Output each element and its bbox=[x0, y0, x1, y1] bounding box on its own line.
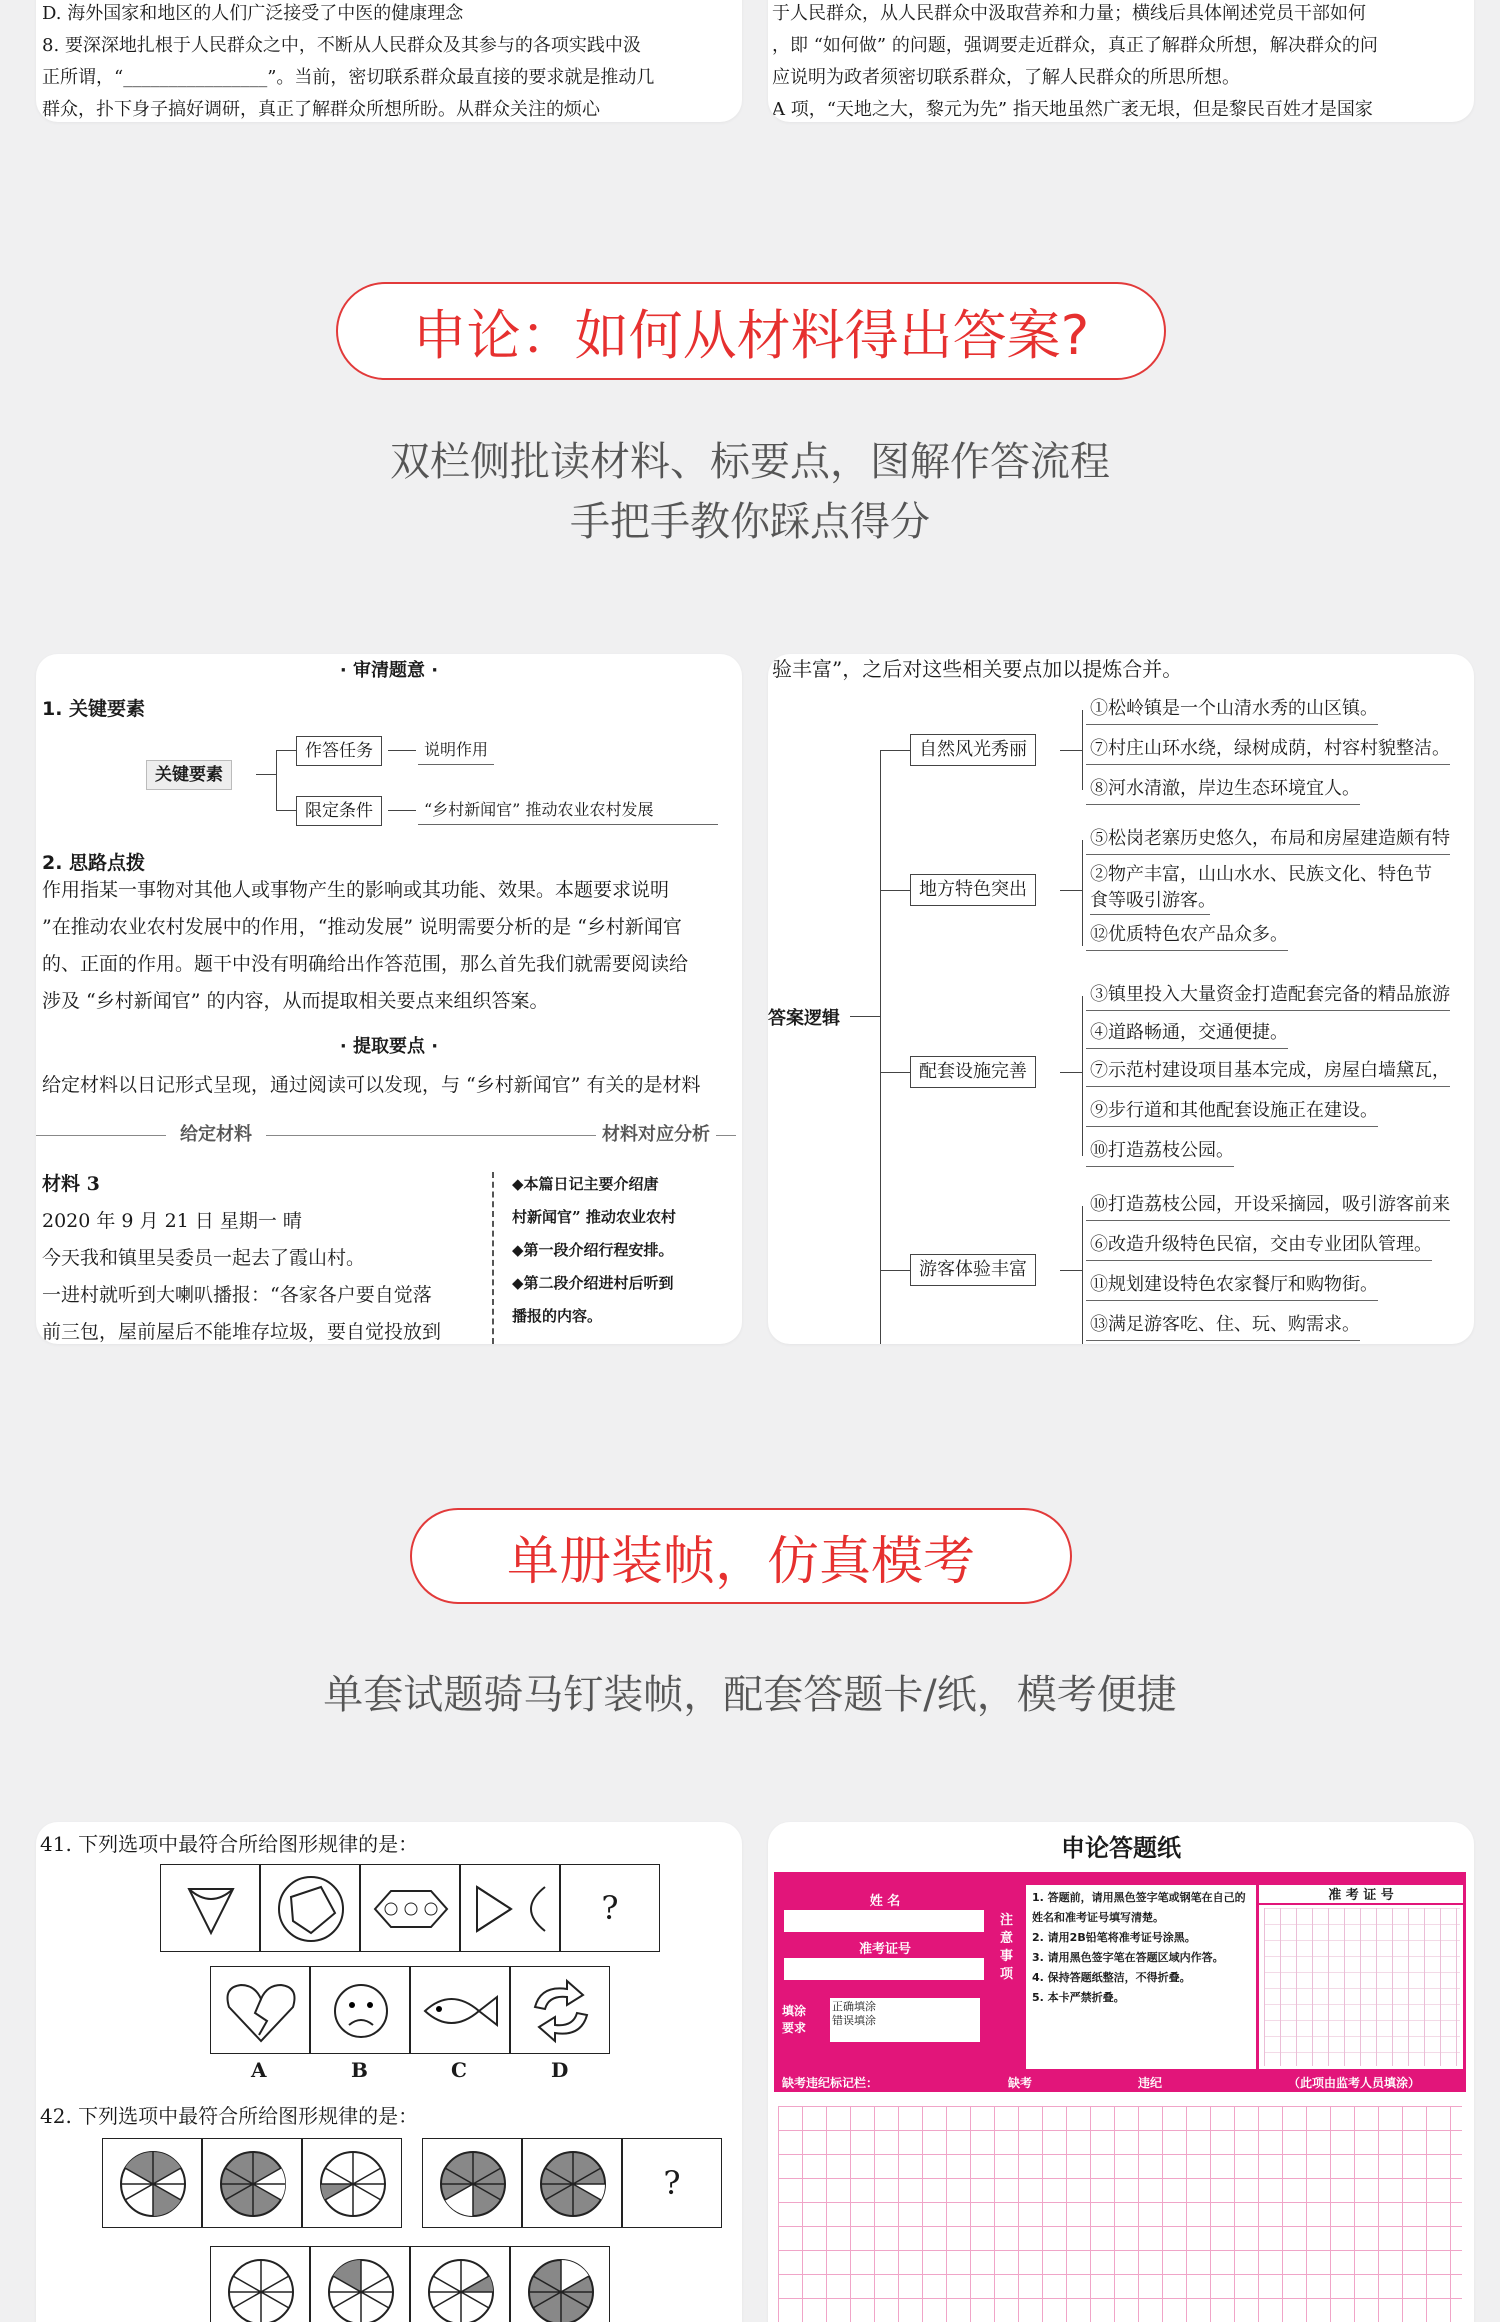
section-title: 单册装帧，仿真模考 bbox=[506, 1531, 975, 1592]
pie-figure bbox=[310, 2246, 410, 2322]
rule-line: 姓名和准考证号填写清楚。 bbox=[1032, 1911, 1164, 1924]
text-line: 正所谓，“________________”。当前，密切联系群众最直接的要求就是推动几 bbox=[42, 67, 655, 88]
mindmap-root: 答案逻辑 bbox=[768, 1008, 840, 1029]
subtitle-line: 手把手教你踩点得分 bbox=[570, 499, 930, 545]
group-label: 配套设施完善 bbox=[910, 1056, 1036, 1088]
material-line: 一进村就听到大喇叭播报：“各家各户要自觉落 bbox=[42, 1284, 432, 1306]
ticket-label: 准考证号 bbox=[858, 1942, 911, 1957]
item: ⑬满足游客吃、住、玩、购需求。 bbox=[1086, 1310, 1360, 1341]
limit-box: 限定条件 bbox=[296, 796, 382, 826]
ticket-field[interactable] bbox=[784, 1958, 984, 1980]
extract-text: 给定材料以日记形式呈现，通过阅读可以发现，与 “乡村新闻官” 有关的是材料 bbox=[42, 1074, 701, 1096]
option-refresh-icon bbox=[510, 1966, 610, 2054]
note-line: 播报的内容。 bbox=[512, 1307, 603, 1325]
rule-line: 3. 请用黑色签字笔在答题区域内作答。 bbox=[1032, 1951, 1224, 1964]
text-line: 群众，扑下身子搞好调研，真正了解群众所想所盼。从群众关注的烦心 bbox=[42, 99, 600, 120]
note-line: ◆第二段介绍进村后听到 bbox=[512, 1274, 674, 1292]
item: ④道路畅通，交通便捷。 bbox=[1086, 1018, 1288, 1049]
figure-circle bbox=[260, 1864, 360, 1952]
section-title-pill bbox=[336, 282, 1166, 380]
figure-hexagon bbox=[360, 1864, 460, 1952]
name-label: 姓 名 bbox=[869, 1894, 901, 1909]
pie-figure bbox=[422, 2138, 522, 2228]
text-line: D. 海外国家和地区的人们广泛接受了中医的健康理念 bbox=[42, 3, 464, 24]
option-sad-face-icon bbox=[310, 1966, 410, 2054]
item: 食等吸引游客。 bbox=[1090, 888, 1210, 915]
option-fish-icon bbox=[410, 1966, 510, 2054]
limit-value: “乡村新闻官” 推动农业农村发展 bbox=[418, 796, 718, 825]
group-label: 地方特色突出 bbox=[910, 874, 1036, 906]
para-line: ”在推动农业农村发展中的作用，“推动发展” 说明需要分析的是 “乡村新闻官 bbox=[42, 916, 682, 938]
questions-card bbox=[36, 1822, 742, 2322]
item: ⑪规划建设特色农家餐厅和购物街。 bbox=[1086, 1270, 1378, 1301]
item: ⑦村庄山环水绕，绿树成荫，村容村貌整洁。 bbox=[1086, 734, 1450, 765]
heading: 1. 关键要素 bbox=[42, 698, 146, 720]
section-subtitle bbox=[0, 432, 1500, 552]
top-left-card bbox=[36, 0, 742, 122]
bar-violation: 违纪 bbox=[1138, 2076, 1163, 2090]
heading: 2. 思路点拨 bbox=[42, 852, 146, 874]
pie-figure bbox=[210, 2246, 310, 2322]
option-label: B bbox=[351, 2058, 368, 2082]
fill-req-label: 填涂要求 bbox=[782, 2004, 807, 2035]
note-line: 村新闻官” 推动农业农村 bbox=[512, 1208, 676, 1226]
pie-figure bbox=[522, 2138, 622, 2228]
mindmap-card bbox=[768, 654, 1474, 1344]
pie-figure bbox=[302, 2138, 402, 2228]
option-label: A bbox=[251, 2058, 267, 2082]
correct-fill-label: 正确填涂 bbox=[832, 2000, 876, 2013]
material-analysis-label: 材料对应分析 bbox=[596, 1120, 716, 1146]
figure-crescent bbox=[460, 1864, 560, 1952]
para-line: 的、正面的作用。题干中没有明确给出作答范围，那么首先我们就需要阅读给 bbox=[42, 953, 689, 975]
item: ⑨步行道和其他配套设施正在建设。 bbox=[1086, 1096, 1378, 1127]
item: ②物产丰富，山山水水、民族文化、特色节 bbox=[1090, 864, 1432, 885]
text-line: A 项，“天地之大，黎元为先” 指天地虽然广袤无垠，但是黎民百姓才是国家 bbox=[772, 99, 1373, 120]
analysis-card bbox=[36, 654, 742, 1344]
pie-figure bbox=[510, 2246, 610, 2322]
bar-right: （此项由监考人员填涂） bbox=[1288, 2076, 1421, 2090]
name-field[interactable] bbox=[784, 1910, 984, 1932]
given-material-label: 给定材料 bbox=[166, 1120, 266, 1146]
bar-left: 缺考违纪标记栏： bbox=[782, 2076, 879, 2090]
ticket-bubble-grid[interactable] bbox=[1264, 1908, 1460, 2066]
rule-line: 2. 请用2B铅笔将准考证号涂黑。 bbox=[1032, 1931, 1196, 1944]
material-line: 2020 年 9 月 21 日 星期一 晴 bbox=[42, 1210, 302, 1232]
extract-header: · 提取要点 · bbox=[339, 1036, 439, 1057]
para-line: 作用指某一事物对其他人或事物产生的影响或其功能、效果。本题要求说明 bbox=[42, 879, 670, 901]
writing-grid[interactable] bbox=[778, 2106, 1462, 2322]
option-heart-icon bbox=[210, 1966, 310, 2054]
card-header: · 审清题意 · bbox=[339, 660, 439, 681]
item: ⑩打造荔枝公园，开设采摘园，吸引游客前来 bbox=[1086, 1190, 1450, 1221]
mindmap-top-text: 验丰富”，之后对这些相关要点加以提炼合并。 bbox=[772, 657, 1183, 681]
question-mark: ? bbox=[560, 1864, 660, 1952]
pie-figure bbox=[102, 2138, 202, 2228]
group-label: 自然风光秀丽 bbox=[910, 734, 1036, 766]
figure-cone bbox=[160, 1864, 260, 1952]
section-subtitle: 单套试题骑马钉装帧，配套答题卡/纸，模考便捷 bbox=[323, 1672, 1177, 1718]
subtitle-line: 双栏侧批读材料、标要点，图解作答流程 bbox=[390, 439, 1110, 485]
note-line: ◆第一段介绍行程安排。 bbox=[512, 1241, 674, 1259]
fill-example bbox=[830, 1998, 980, 2042]
text-line: 应说明为政者须密切联系群众，了解人民群众的所思所想。 bbox=[772, 67, 1240, 88]
option-label: D bbox=[551, 2058, 569, 2082]
question-mark: ? bbox=[622, 2138, 722, 2228]
sheet-title: 申论答题纸 bbox=[1061, 1834, 1181, 1862]
ticket-grid-title: 准 考 证 号 bbox=[1259, 1884, 1463, 1905]
section-title: 申论：如何从材料得出答案? bbox=[412, 303, 1090, 367]
rule-line: 1. 答题前，请用黑色签字笔或钢笔在自己的 bbox=[1032, 1891, 1246, 1904]
item: ③镇里投入大量资金打造配套完备的精品旅游 bbox=[1086, 980, 1450, 1011]
material-line: 今天我和镇里吴委员一起去了霞山村。 bbox=[42, 1247, 366, 1269]
wrong-fill-label: 错误填涂 bbox=[832, 2014, 876, 2027]
para-line: 涉及 “乡村新闻官” 的内容，从而提取相关要点来组织答案。 bbox=[42, 990, 549, 1012]
bar-absent: 缺考 bbox=[1008, 2076, 1033, 2090]
task-value: 说明作用 bbox=[418, 736, 494, 765]
section-title-pill bbox=[410, 1508, 1072, 1604]
rule-line: 5. 本卡严禁折叠。 bbox=[1032, 1991, 1125, 2004]
item: ⑩打造荔枝公园。 bbox=[1086, 1136, 1234, 1167]
rule-line: 4. 保持答题纸整洁，不得折叠。 bbox=[1032, 1971, 1191, 1984]
pie-figure bbox=[202, 2138, 302, 2228]
item: ⑤松岗老寨历史悠久，布局和房屋建造颇有特 bbox=[1086, 824, 1450, 855]
material-line: 前三包，屋前屋后不能堆存垃圾，要自觉投放到 bbox=[42, 1321, 442, 1343]
pie-figure bbox=[410, 2246, 510, 2322]
text-line: ，即 “如何做” 的问题，强调要走近群众，真正了解群众所想，解决群众的问 bbox=[772, 35, 1378, 56]
item: ①松岭镇是一个山清水秀的山区镇。 bbox=[1086, 694, 1378, 725]
group-label: 游客体验丰富 bbox=[910, 1254, 1036, 1286]
text-line: 8. 要深深地扎根于人民群众之中，不断从人民群众及其参与的各项实践中汲 bbox=[42, 35, 641, 56]
item: ⑦示范村建设项目基本完成，房屋白墙黛瓦， bbox=[1086, 1056, 1450, 1087]
question-41: 41. 下列选项中最符合所给图形规律的是： bbox=[40, 1832, 419, 1856]
key-elements-box: 关键要素 bbox=[146, 760, 232, 790]
option-label: C bbox=[451, 2058, 467, 2082]
task-box: 作答任务 bbox=[296, 736, 382, 766]
notice-label: 注意事项 bbox=[1000, 1913, 1014, 1982]
note-line: ◆本篇日记主要介绍唐 bbox=[512, 1175, 659, 1193]
answer-sheet-card bbox=[768, 1822, 1474, 2322]
item: ⑥改造升级特色民宿，交由专业团队管理。 bbox=[1086, 1230, 1432, 1261]
question-42: 42. 下列选项中最符合所给图形规律的是： bbox=[40, 2104, 419, 2128]
item: ⑧河水清澈，岸边生态环境宜人。 bbox=[1086, 774, 1360, 805]
top-right-card bbox=[768, 0, 1474, 122]
text-line: 于人民群众，从人民群众中汲取营养和力量；横线后具体阐述党员干部如何 bbox=[772, 3, 1366, 24]
item: ⑫优质特色农产品众多。 bbox=[1086, 920, 1288, 951]
material-line: 材料 3 bbox=[42, 1173, 100, 1195]
